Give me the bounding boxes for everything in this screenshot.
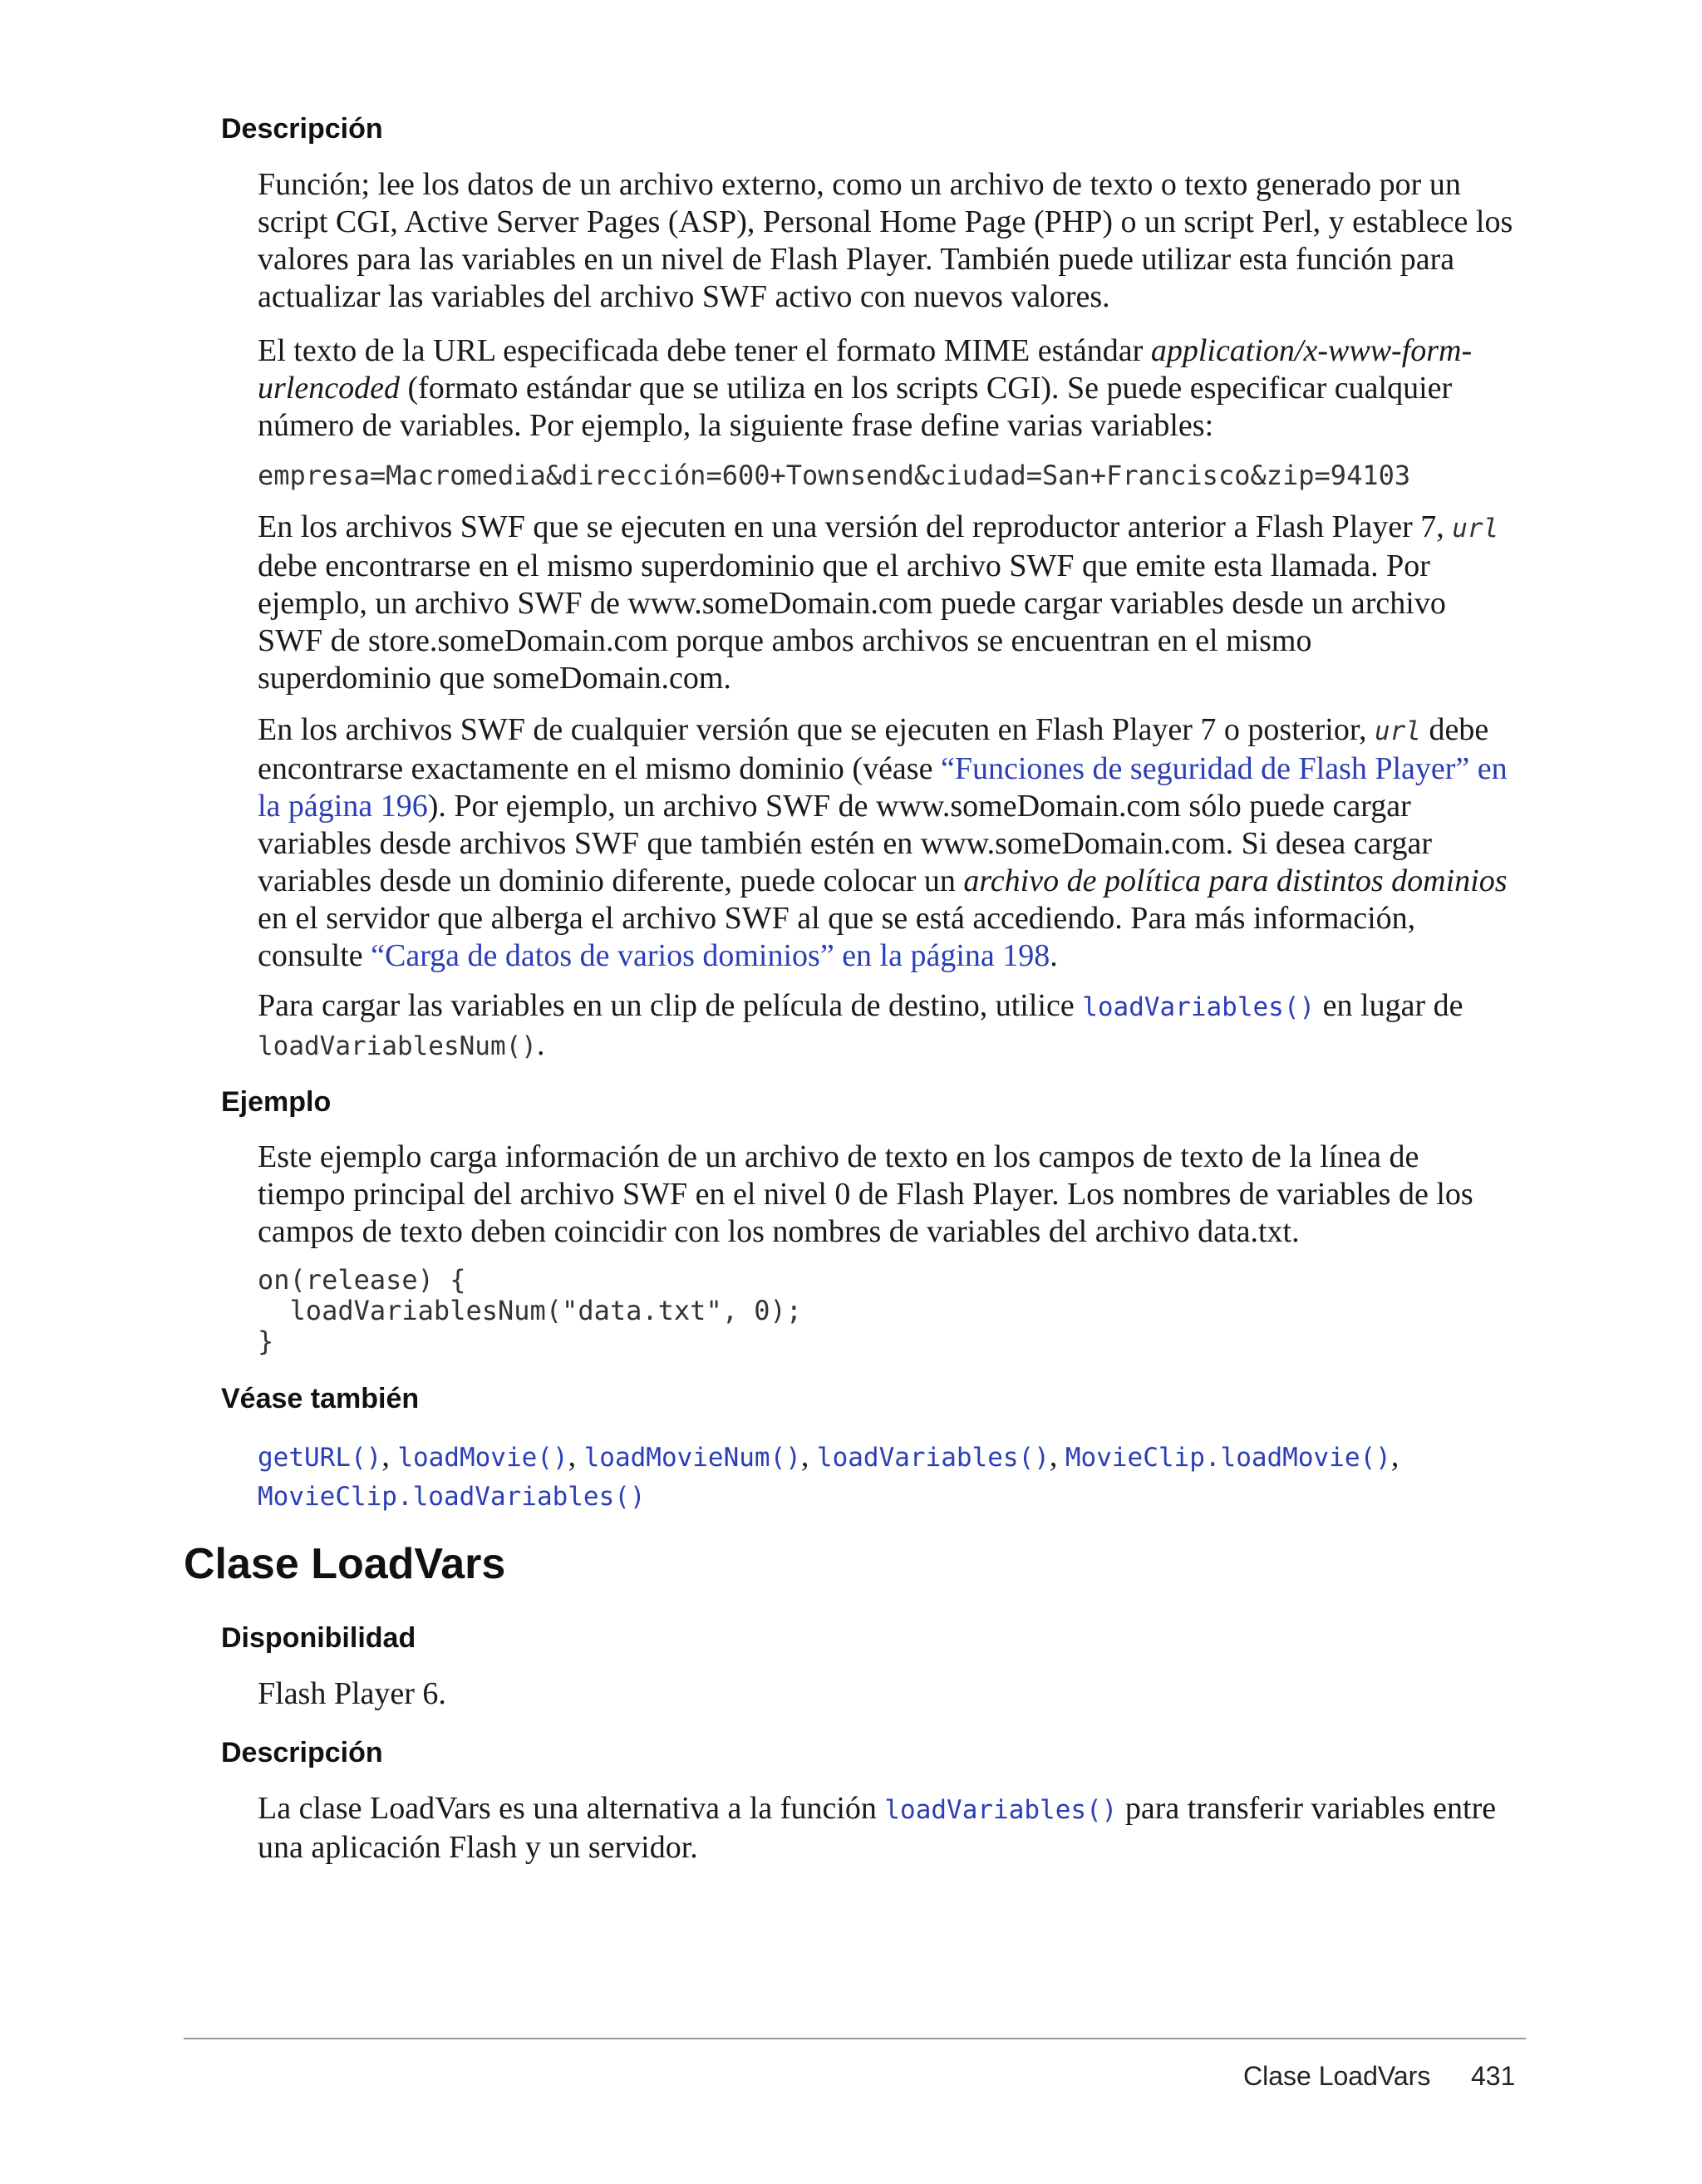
text-line: una aplicación Flash y un servidor.	[258, 1830, 698, 1865]
text-line	[258, 1790, 1529, 1829]
mime-type-italic: urlencoded	[258, 371, 400, 406]
code-line: empresa=Macromedia&dirección=600+Townsend&ciudad=San+Francisco&zip=94103	[258, 460, 1411, 491]
link-geturl[interactable]: getURL()	[258, 1443, 382, 1473]
text-line: variables desde archivos SWF que también estén en www.someDomain.com. Si desea cargar	[258, 826, 1432, 861]
paragraph-availability	[258, 1675, 1529, 1713]
footer-page-number: 431	[1471, 2061, 1516, 2091]
separator: ,	[381, 1439, 398, 1473]
text-line	[258, 1026, 1529, 1065]
link-cross-domain-loading[interactable]: “Carga de datos de varios dominios” en la página 198	[371, 938, 1050, 973]
text-line	[258, 750, 1529, 788]
code-sample-variables	[258, 460, 1410, 491]
text-run: variables desde un dominio diferente, puede colocar un	[258, 863, 964, 898]
paragraph-mime-format	[258, 332, 1529, 445]
heading-descripcion-2: Descripción	[221, 1737, 383, 1768]
link-loadmovienum[interactable]: loadMovieNum()	[583, 1443, 801, 1473]
link-loadvariables[interactable]: loadVariables()	[1082, 992, 1316, 1022]
text-line: SWF de store.someDomain.com porque ambos archivos se encuentran en el mismo	[258, 623, 1312, 658]
paragraph-function-description	[258, 166, 1529, 316]
text-line: script CGI, Active Server Pages (ASP), Personal Home Page (PHP) o un script Perl, y establece los	[258, 204, 1513, 239]
separator: ,	[1049, 1439, 1065, 1473]
text-line	[258, 1477, 1529, 1516]
text-run: .	[1050, 938, 1058, 973]
link-security-features-page[interactable]: la página 196	[258, 789, 428, 824]
link-security-features[interactable]: “Funciones de seguridad de Flash Player” en	[940, 751, 1508, 786]
heading-descripcion: Descripción	[221, 113, 383, 145]
text-run: en lugar de	[1315, 988, 1463, 1023]
link-loadvariables[interactable]: loadVariables()	[816, 1443, 1050, 1473]
text-line: debe encontrarse en el mismo superdominio que el archivo SWF que emite esta llamada. Por	[258, 548, 1430, 583]
text-line	[258, 863, 1529, 900]
text-line	[258, 509, 1529, 548]
text-run: Para cargar las variables en un clip de película de destino, utilice	[258, 988, 1083, 1023]
code-line: }	[258, 1326, 274, 1357]
footer-section-title: Clase LoadVars	[1243, 2061, 1431, 2091]
text-run: encontrarse exactamente en el mismo dominio (véase	[258, 751, 941, 786]
link-movieclip-loadmovie[interactable]: MovieClip.loadMovie()	[1065, 1443, 1391, 1473]
heading-disponibilidad: Disponibilidad	[221, 1622, 416, 1654]
text-line	[258, 788, 1529, 825]
text-run: para transferir variables entre	[1117, 1791, 1497, 1826]
text-line: superdominio que someDomain.com.	[258, 661, 731, 696]
text-line: actualizar las variables del archivo SWF activo con nuevos valores.	[258, 279, 1110, 314]
code-line: loadVariablesNum("data.txt", 0);	[258, 1295, 803, 1326]
paragraph-superdomain	[258, 509, 1529, 697]
code-url: url	[1452, 514, 1499, 544]
text-line	[258, 937, 1529, 975]
separator: ,	[800, 1439, 817, 1473]
text-line: ejemplo, un archivo SWF de www.someDomain.com puede cargar variables desde un archivo	[258, 586, 1446, 621]
code-loadvariablesnum: loadVariablesNum()	[258, 1031, 537, 1061]
heading-vease-tambien: Véase también	[221, 1383, 420, 1414]
text-line: Flash Player 6.	[258, 1676, 446, 1711]
heading-ejemplo: Ejemplo	[221, 1086, 332, 1118]
text-line	[258, 332, 1529, 370]
footer-divider	[184, 2038, 1526, 2039]
policy-file-italic: archivo de política para distintos dominios	[963, 863, 1508, 898]
text-run: .	[536, 1027, 545, 1062]
text-line	[258, 711, 1529, 750]
text-line: en el servidor que alberga el archivo SWF al que se está accediendo. Para más información,	[258, 901, 1416, 936]
see-also-links	[258, 1438, 1529, 1516]
text-run: (formato estándar que se utiliza en los scripts CGI). Se puede especificar cualquier	[399, 371, 1453, 406]
separator: ,	[1390, 1439, 1399, 1473]
code-url: url	[1374, 716, 1421, 746]
text-run: debe	[1420, 712, 1489, 747]
text-line: campos de texto deben coincidir con los nombres de variables del archivo data.txt.	[258, 1214, 1300, 1249]
link-movieclip-loadvariables[interactable]: MovieClip.loadVariables()	[258, 1482, 646, 1512]
text-run: La clase LoadVars es una alternativa a la función	[258, 1791, 885, 1826]
paragraph-loadvars-description	[258, 1790, 1529, 1867]
text-run: consulte	[258, 938, 371, 973]
mime-type-italic: application/x-www-form-	[1150, 333, 1473, 368]
code-sample-example	[258, 1265, 802, 1357]
text-line: tiempo principal del archivo SWF en el nivel 0 de Flash Player. Los nombres de variables de los	[258, 1177, 1473, 1212]
text-line	[258, 1438, 1529, 1477]
link-loadmovie[interactable]: loadMovie()	[397, 1443, 568, 1473]
text-line	[258, 370, 1529, 407]
text-run: ). Por ejemplo, un archivo SWF de www.someDomain.com sólo puede cargar	[427, 789, 1411, 824]
text-line: número de variables. Por ejemplo, la siguiente frase define varias variables:	[258, 408, 1214, 443]
code-line: on(release) {	[258, 1264, 466, 1296]
heading-clase-loadvars: Clase LoadVars	[184, 1540, 506, 1588]
text-line: Función; lee los datos de un archivo externo, como un archivo de texto o texto generado por un	[258, 167, 1461, 202]
text-run: En los archivos SWF que se ejecuten en una versión del reproductor anterior a Flash Player 7,	[258, 509, 1453, 544]
link-loadvariables[interactable]: loadVariables()	[884, 1795, 1118, 1825]
text-line: Este ejemplo carga información de un archivo de texto en los campos de texto de la línea de	[258, 1139, 1419, 1174]
text-run: El texto de la URL especificada debe tener el formato MIME estándar	[258, 333, 1151, 368]
paragraph-target-clip	[258, 987, 1529, 1065]
paragraph-example-description	[258, 1139, 1529, 1251]
text-run: En los archivos SWF de cualquier versión que se ejecuten en Flash Player 7 o posterior,	[258, 712, 1375, 747]
paragraph-exact-domain	[258, 711, 1529, 975]
separator: ,	[568, 1439, 584, 1473]
text-line: valores para las variables en un nivel de Flash Player. También puede utilizar esta función para	[258, 242, 1455, 277]
text-line	[258, 987, 1529, 1026]
